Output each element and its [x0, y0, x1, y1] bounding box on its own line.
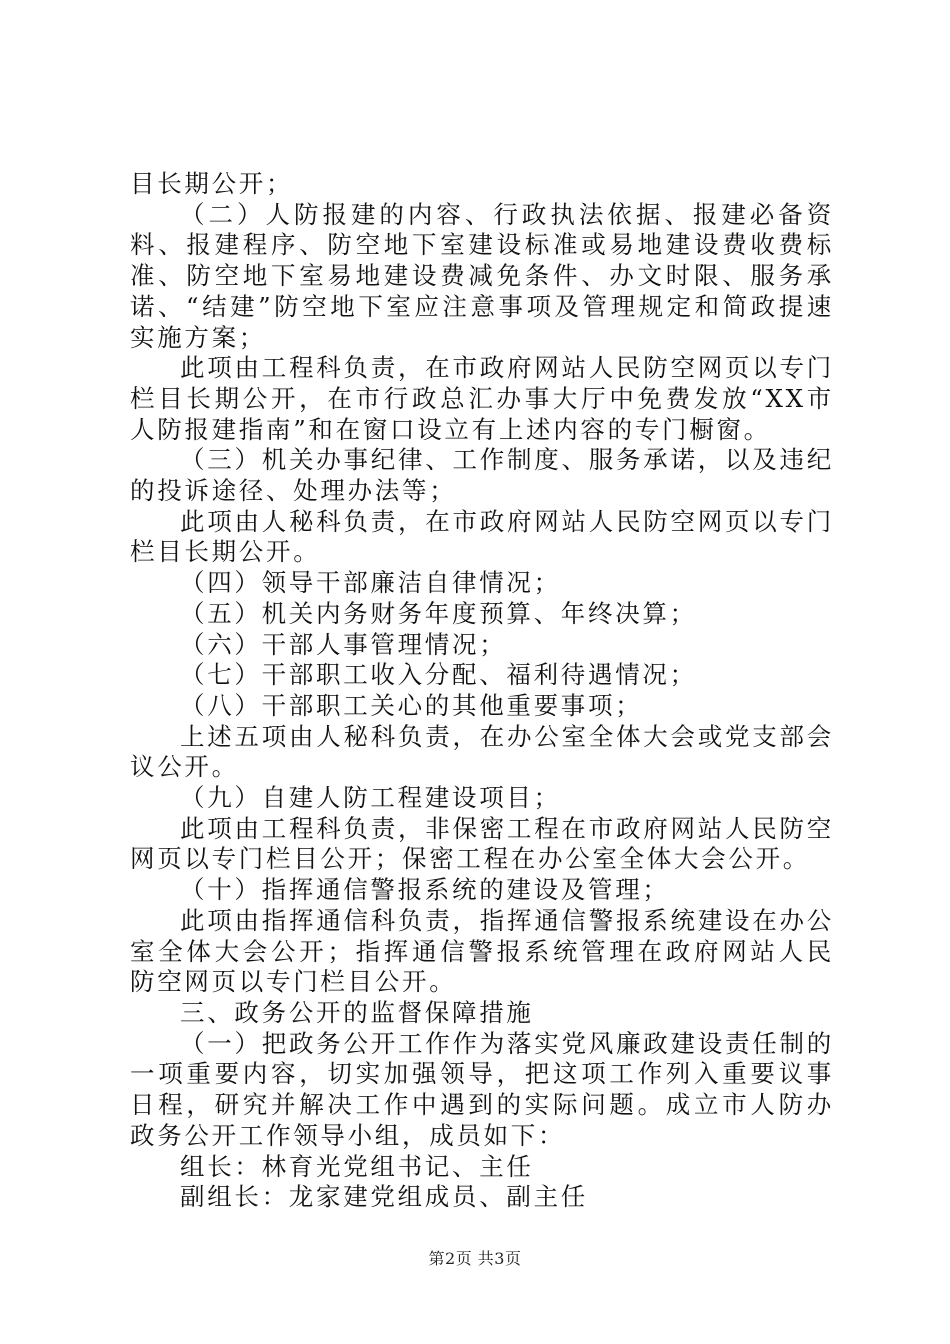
- section-heading-3: 三、政务公开的监督保障措施: [180, 997, 534, 1027]
- paragraph-items-4-8-note: 上述五项由人秘科负责，在办公室全体大会或党支部会议公开。: [130, 721, 834, 782]
- paragraph-item-6: （六）干部人事管理情况；: [180, 629, 507, 659]
- paragraph-item-2: （二）人防报建的内容、行政执法依据、报建必备资料、报建程序、防空地下室建设标准或易地建设费收费标准、防空地下室易地建设费减免条件、办文时限、服务承诺、“结建”防空地下室应注意事项及管理规定和简政提速实施方案；: [130, 199, 834, 352]
- paragraph-item-9-note: 此项由工程科负责，非保密工程在市政府网站人民防空网页以专门栏目公开；保密工程在办公室全体大会公开。: [130, 813, 834, 874]
- paragraph-item-3: （三）机关办事纪律、工作制度、服务承诺，以及违纪的投诉途径、处理办法等；: [130, 445, 834, 506]
- paragraph-continuation: 目长期公开；: [130, 169, 294, 198]
- paragraph-item-10: （十）指挥通信警报系统的建设及管理；: [180, 875, 670, 905]
- document-body: [130, 169, 834, 1213]
- paragraph-item-2-note: 此项由工程科负责，在市政府网站人民防空网页以专门栏目长期公开，在市行政总汇办事大厅中免费发放“XX市人防报建指南”和在窗口设立有上述内容的专门橱窗。: [130, 353, 834, 444]
- page-number-footer: 第2页 共3页: [428, 1249, 522, 1268]
- paragraph-item-5: （五）机关内务财务年度预算、年终决算；: [180, 598, 697, 628]
- paragraph-measure-1: （一）把政务公开工作作为落实党风廉政建设责任制的一项重要内容，切实加强领导，把这项工作列入重要议事日程，研究并解决工作中遇到的实际问题。成立市人防办政务公开工作领导小组，成员如下：: [130, 1028, 834, 1150]
- paragraph-item-4: （四）领导干部廉洁自律情况；: [180, 568, 561, 598]
- paragraph-item-10-note: 此项由指挥通信科负责，指挥通信警报系统建设在办公室全体大会公开；指挥通信警报系统管理在政府网站人民防空网页以专门栏目公开。: [130, 905, 834, 997]
- paragraph-item-7: （七）干部职工收入分配、福利待遇情况；: [180, 660, 697, 690]
- paragraph-team-leader: 组长：林育光党组书记、主任: [180, 1151, 534, 1181]
- paragraph-item-9: （九）自建人防工程建设项目；: [180, 783, 561, 813]
- paragraph-item-3-note: 此项由人秘科负责，在市政府网站人民防空网页以专门栏目长期公开。: [130, 506, 834, 567]
- paragraph-item-8: （八）干部职工关心的其他重要事项；: [180, 690, 643, 720]
- paragraph-deputy-leader: 副组长：龙家建党组成员、副主任: [180, 1182, 588, 1212]
